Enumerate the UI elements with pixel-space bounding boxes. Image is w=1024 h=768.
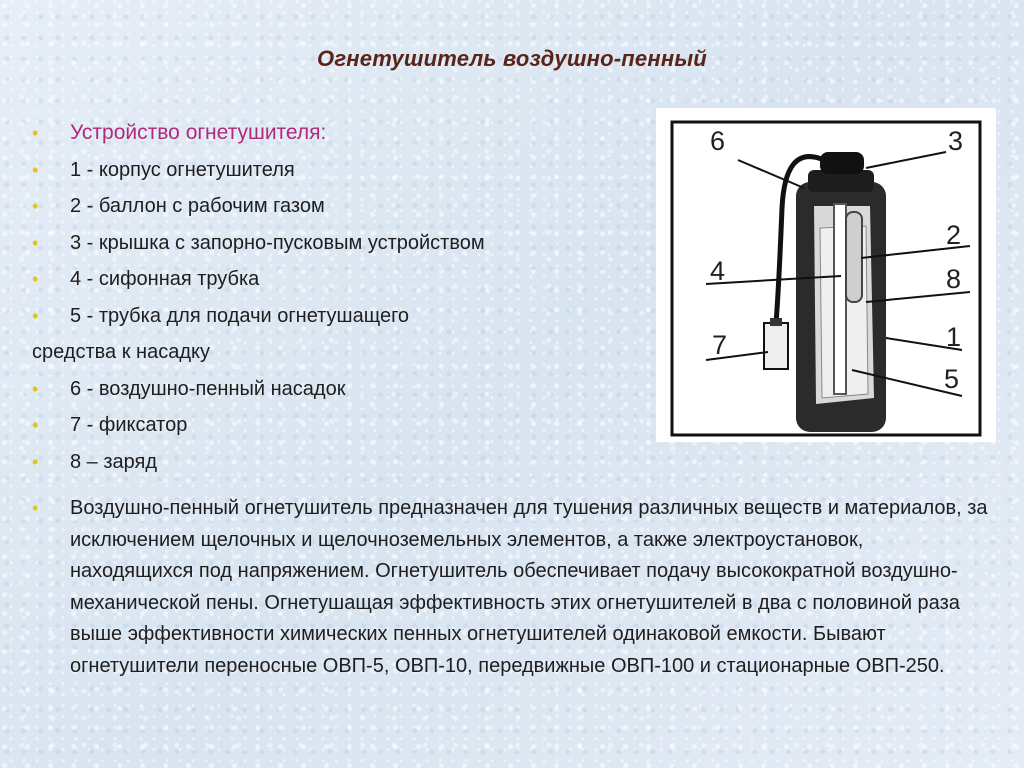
cap-shape	[820, 152, 864, 174]
extinguisher-diagram	[656, 108, 996, 442]
bullet-icon: •	[32, 123, 39, 143]
label-6: 6	[710, 126, 726, 156]
label-7: 7	[712, 330, 728, 360]
list-item-text: 7 - фиксатор	[70, 414, 188, 436]
list-item-text: 1 - корпус огнетушителя	[70, 158, 295, 181]
bullet-icon: •	[32, 305, 39, 326]
bullet-icon: •	[32, 159, 39, 180]
bullet-icon: •	[32, 232, 39, 253]
label-1: 1	[946, 322, 962, 352]
bullet-icon: •	[32, 269, 39, 289]
list-heading-text: Устройство огнетушителя:	[70, 121, 327, 144]
list-item-text: 2 - баллон с рабочим газом	[70, 195, 325, 217]
bullet-icon: •	[32, 415, 39, 435]
siphon-tube	[834, 204, 846, 394]
list-item-text: 5 - трубка для подачи огнетушащего	[70, 304, 410, 327]
description-paragraph	[32, 493, 992, 682]
bullet-icon: •	[32, 378, 39, 399]
gas-cylinder	[846, 212, 862, 302]
list-item-text: 6 - воздушно-пенный насадок	[70, 377, 346, 400]
label-2: 2	[946, 220, 962, 250]
bullet-icon: •	[32, 451, 39, 472]
extinguisher-drawing	[656, 108, 996, 442]
fixator-clip	[770, 318, 782, 326]
list-item-text: средства к насадку	[32, 341, 210, 363]
label-8: 8	[946, 264, 962, 294]
list-item-text: 8 – заряд	[70, 450, 158, 473]
label-5: 5	[944, 364, 960, 394]
list-item	[32, 444, 982, 481]
label-3: 3	[948, 126, 964, 156]
fixator-shape	[764, 323, 788, 369]
list-item-text: 3 - крышка с запорно-пусковым устройством	[70, 231, 485, 254]
label-4: 4	[710, 256, 726, 286]
bullet-icon: •	[32, 196, 39, 216]
slide-title: Огнетушитель воздушно-пенный	[317, 46, 707, 71]
list-item-text: 4 - сифонная трубка	[70, 268, 260, 290]
description-text: Воздушно-пенный огнетушитель предназначен для тушения различных веществ и материалов, за исключением щелочных и щелочноземельных элементов, а также электроустановок, находящихся под напряжением. Огнетушитель обеспечивает подачу высокократной воздушно-механической пены. Огнетушащая эффективность этих огнетушителей в два с половиной раза выше эффективности химических пенных огнетушителей одинаковой емкости. Бывают огнетушители переносные ОВП-5, ОВП-10, передвижные ОВП-100 и стационарные ОВП-250.	[70, 497, 988, 677]
bullet-icon: •	[32, 498, 39, 518]
